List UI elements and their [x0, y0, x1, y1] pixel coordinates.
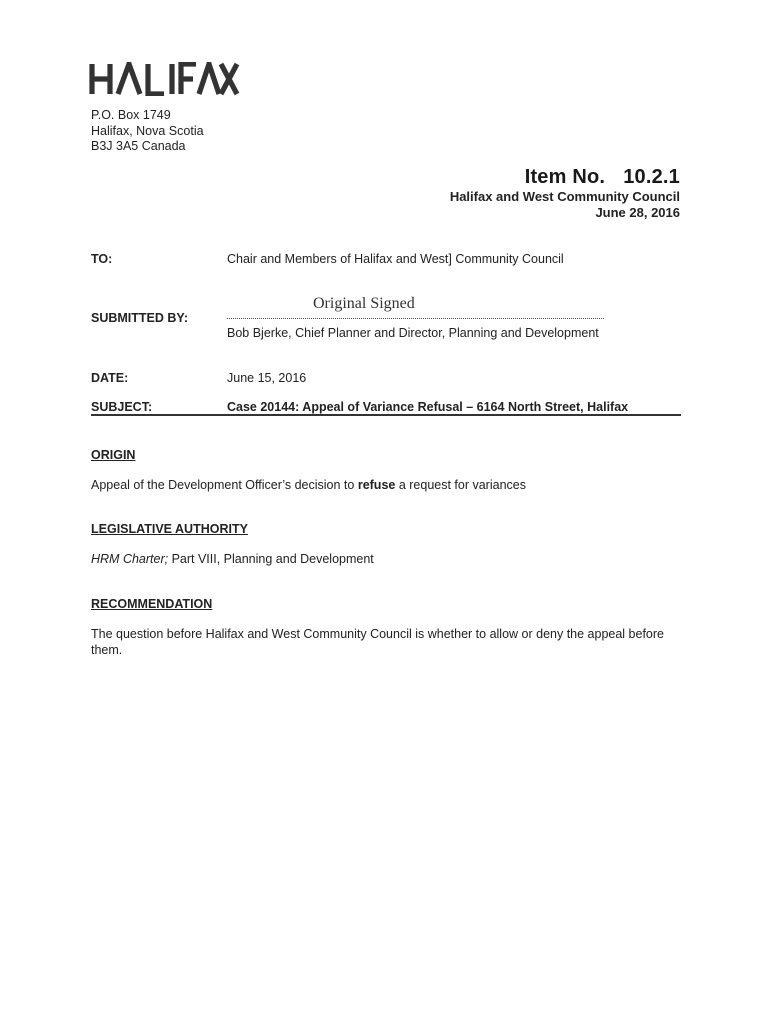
- origin-text-bold: refuse: [357, 478, 396, 492]
- submitted-by-label: SUBMITTED BY:: [91, 311, 188, 325]
- item-label: Item No.: [524, 166, 606, 188]
- legislative-text-rest: Part VIII, Planning and Development: [168, 552, 374, 566]
- recommendation-text: The question before Halifax and West Community Council is whether to allow or deny the appeal before them.: [91, 627, 664, 657]
- to-label: TO:: [91, 252, 113, 266]
- council-block: [450, 189, 680, 221]
- address-line: P.O. Box 1749: [91, 108, 171, 122]
- item-number: 10.2.1: [623, 166, 680, 188]
- address-line: Halifax, Nova Scotia: [91, 123, 204, 138]
- halifax-logo: [88, 62, 240, 96]
- signature: Original Signed: [313, 295, 415, 312]
- signature-line: [227, 318, 604, 319]
- submitted-by-value: Bob Bjerke, Chief Planner and Director, Planning and Development: [227, 326, 599, 340]
- meeting-date: June 28, 2016: [595, 205, 680, 220]
- subject-divider: [91, 414, 681, 416]
- to-value: Chair and Members of Halifax and West] Community Council: [227, 252, 564, 266]
- legislative-text: [91, 552, 374, 568]
- legislative-text-italic: HRM Charter;: [91, 552, 169, 566]
- recommendation-heading: RECOMMENDATION: [91, 597, 213, 611]
- subject-value: Case 20144: Appeal of Variance Refusal – 6164 North Street, Halifax: [227, 400, 629, 414]
- origin-text-start: Appeal of the Development Officer’s decision to: [91, 478, 358, 492]
- origin-heading: ORIGIN: [91, 448, 136, 462]
- address-line: B3J 3A5 Canada: [91, 139, 186, 153]
- date-label: DATE:: [91, 371, 129, 385]
- address-block: [91, 108, 204, 155]
- council-name: Halifax and West Community Council: [449, 189, 680, 204]
- origin-text-end: a request for variances: [395, 478, 526, 492]
- date-value: June 15, 2016: [227, 371, 307, 385]
- subject-label: SUBJECT:: [91, 400, 153, 414]
- origin-text: [91, 478, 526, 494]
- item-number-heading: [525, 166, 680, 189]
- legislative-heading: LEGISLATIVE AUTHORITY: [91, 522, 248, 536]
